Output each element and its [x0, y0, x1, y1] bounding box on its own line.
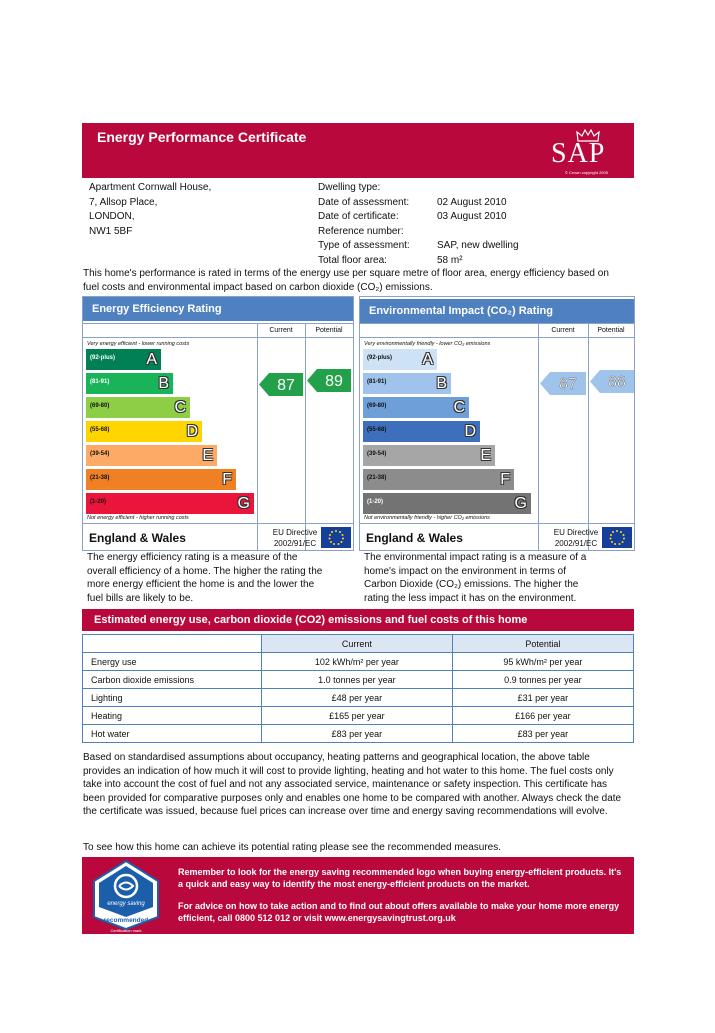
rating-band-c: [363, 397, 469, 418]
table-cell: Hot water: [83, 725, 262, 743]
table-cell: £165 per year: [262, 707, 453, 725]
table-cell: 95 kWh/m² per year: [452, 653, 633, 671]
divider: [360, 323, 634, 324]
eu-flag-icon: [321, 527, 351, 548]
energy-description: [87, 551, 357, 605]
band-range: (81-91): [367, 379, 387, 385]
table-cell: 1.0 tonnes per year: [262, 671, 453, 689]
recommendation-note: To see how this home can achieve its potential rating please see the recommended measures.: [83, 842, 502, 853]
rating-band-f: [86, 469, 236, 490]
potential-rating-value: 89: [325, 373, 343, 390]
table-cell: £31 per year: [452, 689, 633, 707]
table-cell: 0.9 tonnes per year: [452, 671, 633, 689]
band-letter: C: [174, 399, 186, 416]
detail-value: 58 m²: [437, 254, 463, 266]
table-cell: £166 per year: [452, 707, 633, 725]
potential-rating-arrow: [307, 369, 351, 392]
current-rating-arrow: [259, 373, 303, 396]
band-range: (39-54): [90, 451, 110, 457]
page-title: Energy Performance Certificate: [97, 129, 307, 145]
divider: [305, 323, 306, 550]
rating-band-e: [363, 445, 495, 466]
detail-label: Total floor area:: [318, 254, 387, 266]
sap-logo: [551, 128, 626, 176]
column-header-current: Current: [551, 327, 575, 334]
detail-value: [437, 225, 519, 240]
rating-band-g: [363, 493, 531, 514]
rating-band-d: [86, 421, 202, 442]
band-letter: G: [237, 495, 250, 512]
band-range: (69-80): [90, 403, 110, 409]
sap-copyright: © Crown copyright 2005: [565, 170, 608, 175]
divider: [83, 323, 353, 324]
rating-band-b: [86, 373, 173, 394]
column-header-potential: Potential: [315, 327, 343, 334]
band-letter: A: [146, 351, 157, 368]
band-letter: F: [500, 471, 510, 488]
table-cell: £83 per year: [262, 725, 453, 743]
divider: [538, 323, 539, 550]
detail-value: SAP, new dwelling: [437, 240, 519, 251]
band-letter: C: [453, 399, 465, 416]
band-range: (21-38): [90, 475, 110, 481]
eu-directive-line: EU Directive: [272, 528, 318, 537]
band-range: (92-plus): [367, 355, 393, 361]
table-cell: Lighting: [83, 689, 262, 707]
energy-panel-title: Energy Efficiency Rating: [83, 297, 353, 321]
description-line: Carbon Dioxide (CO₂) emissions. The higher the: [364, 579, 579, 590]
description-line: more energy efficient the home is and the lower the: [87, 579, 315, 590]
logo-caption: Certification mark: [110, 928, 142, 933]
address-line: LONDON,: [89, 211, 135, 222]
detail-label: Date of certificate:: [318, 211, 399, 222]
band-letter: G: [514, 495, 527, 512]
environment-panel-title: Environmental Impact (CO₂) Rating: [360, 299, 634, 323]
current-rating-value: 87: [277, 377, 295, 394]
band-letter: A: [422, 351, 433, 368]
band-range: (55-68): [367, 427, 387, 433]
eu-directive: [269, 527, 321, 549]
intro-text: This home's performance is rated in terms of the energy use per square metre of floor area, energy efficiency based on fuel costs and environmental impact based on carbon dioxide (CO₂) emissions.: [83, 268, 609, 293]
description-line: The environmental impact rating is a measure of a: [364, 552, 587, 563]
band-range: (39-54): [367, 451, 387, 457]
table-cell: 102 kWh/m² per year: [262, 653, 453, 671]
address-block: [89, 181, 211, 239]
divider: [83, 337, 353, 338]
band-letter: D: [186, 423, 198, 440]
divider: [360, 337, 634, 338]
eu-directive-line: 2002/91/EC: [554, 539, 598, 548]
rating-band-b: [363, 373, 451, 394]
detail-value: [437, 181, 519, 196]
band-letter: E: [202, 447, 213, 464]
table-cell: Heating: [83, 707, 262, 725]
band-letter: F: [222, 471, 232, 488]
divider: [257, 323, 258, 550]
eu-directive: [550, 527, 602, 549]
rating-band-a: [86, 349, 161, 370]
column-header-potential: Potential: [597, 327, 625, 334]
footer-text-products: Remember to look for the energy saving recommended logo when buying energy-efficient products. It's a quick and easy way to identify the most energy-efficient products on the market.: [178, 867, 622, 889]
current-rating-arrow: [540, 372, 586, 395]
rating-band-c: [86, 397, 190, 418]
logo-bottom-text: recommended: [103, 917, 149, 924]
details-values: [437, 181, 519, 268]
energy-saving-recommended-logo: [90, 859, 162, 933]
band-range: (1-20): [367, 499, 384, 505]
rating-band-e: [86, 445, 217, 466]
explanatory-paragraph: Based on standardised assumptions about occupancy, heating patterns and geographical location, the above table provides an indication of how much it will cost to provide lighting, heating and hot water to this home. The fuel costs only take into account the cost of fuel and not any associated service, maintenance or safety inspection. This certificate has been provided for comparative purposes only and enables one home to be compared with another. Always check the date the certificate was issued, because fuel prices can increase over time and energy saving recommendations will evolve.: [83, 752, 622, 817]
rating-band-g: [86, 493, 254, 514]
table-cell: £83 per year: [452, 725, 633, 743]
footer-banner: [82, 857, 634, 934]
band-letter: B: [158, 375, 169, 392]
table-cell: Carbon dioxide emissions: [83, 671, 262, 689]
band-range: (69-80): [367, 403, 387, 409]
table-cell: Energy use: [83, 653, 262, 671]
logo-top-text: energy saving: [107, 901, 145, 907]
estimates-title: Estimated energy use, carbon dioxide (CO2) emissions and fuel costs of this home: [82, 609, 634, 631]
band-range: (81-91): [90, 379, 110, 385]
description-line: home's impact on the environment in terms of: [364, 565, 567, 577]
certificate-header: [82, 123, 634, 178]
description-line: rating the less impact it has on the environment.: [364, 592, 577, 604]
address-line: NW1 5BF: [89, 225, 133, 237]
table-row: [83, 707, 634, 725]
potential-rating-arrow: [590, 370, 634, 393]
footer-text-advice: For advice on how to take action and to find out about offers available to make your home more energy efficient, call 0800 512 012 or visit www.energysavingtrust.org.uk: [178, 901, 620, 923]
sap-logo-text: SAP: [551, 138, 606, 169]
table-header: Current: [262, 635, 453, 653]
rating-band-f: [363, 469, 514, 490]
energy-efficiency-panel: [82, 296, 354, 551]
table-cell: £48 per year: [262, 689, 453, 707]
detail-value: 02 August 2010: [437, 196, 507, 208]
divider: [588, 323, 589, 550]
detail-value: 03 August 2010: [437, 211, 507, 222]
divider: [83, 523, 353, 524]
eu-flag-icon: [602, 527, 632, 548]
region-label: England & Wales: [89, 531, 186, 545]
band-range: (1-20): [90, 499, 107, 505]
detail-label: Reference number:: [318, 225, 404, 237]
table-row: [83, 689, 634, 707]
column-header-current: Current: [269, 327, 293, 334]
detail-label: Dwelling type:: [318, 182, 381, 193]
details-labels: [318, 181, 410, 268]
band-letter: B: [436, 375, 447, 392]
rating-band-a: [363, 349, 437, 370]
address-line: Apartment Cornwall House,: [89, 182, 212, 193]
table-row: [83, 725, 634, 743]
eu-directive-line: 2002/91/EC: [273, 539, 317, 548]
top-note: Very environmentally friendly - lower CO₂ emissions: [364, 341, 491, 347]
table-row: [83, 653, 634, 671]
band-range: (55-68): [90, 427, 110, 433]
band-letter: D: [464, 423, 476, 440]
potential-rating-value: 88: [608, 374, 626, 391]
table-header: [83, 635, 262, 653]
detail-label: Type of assessment:: [318, 240, 410, 251]
eu-directive-line: EU Directive: [553, 528, 599, 537]
table-header: Potential: [452, 635, 633, 653]
description-line: The energy efficiency rating is a measure of the: [87, 552, 298, 563]
region-label: England & Wales: [366, 531, 463, 545]
divider: [360, 523, 634, 524]
environmental-impact-panel: [359, 296, 635, 551]
environment-description: [364, 551, 634, 605]
estimates-table: [82, 634, 634, 743]
description-line: fuel bills are likely to be.: [87, 592, 194, 604]
band-range: (92-plus): [90, 355, 116, 361]
bottom-note: Not energy efficient - higher running costs: [87, 515, 189, 521]
band-letter: E: [480, 447, 491, 464]
rating-band-d: [363, 421, 480, 442]
table-row: [83, 671, 634, 689]
top-note: Very energy efficient - lower running costs: [87, 341, 190, 347]
description-line: overall efficiency of a home. The higher the rating the: [87, 565, 323, 577]
table-header-row: [83, 635, 634, 653]
band-range: (21-38): [367, 475, 387, 481]
current-rating-value: 87: [559, 376, 577, 393]
bottom-note: Not environmentally friendly - higher CO₂ emissions: [364, 515, 490, 521]
detail-label: Date of assessment:: [318, 196, 410, 208]
address-line: 7, Allsop Place,: [89, 196, 158, 208]
